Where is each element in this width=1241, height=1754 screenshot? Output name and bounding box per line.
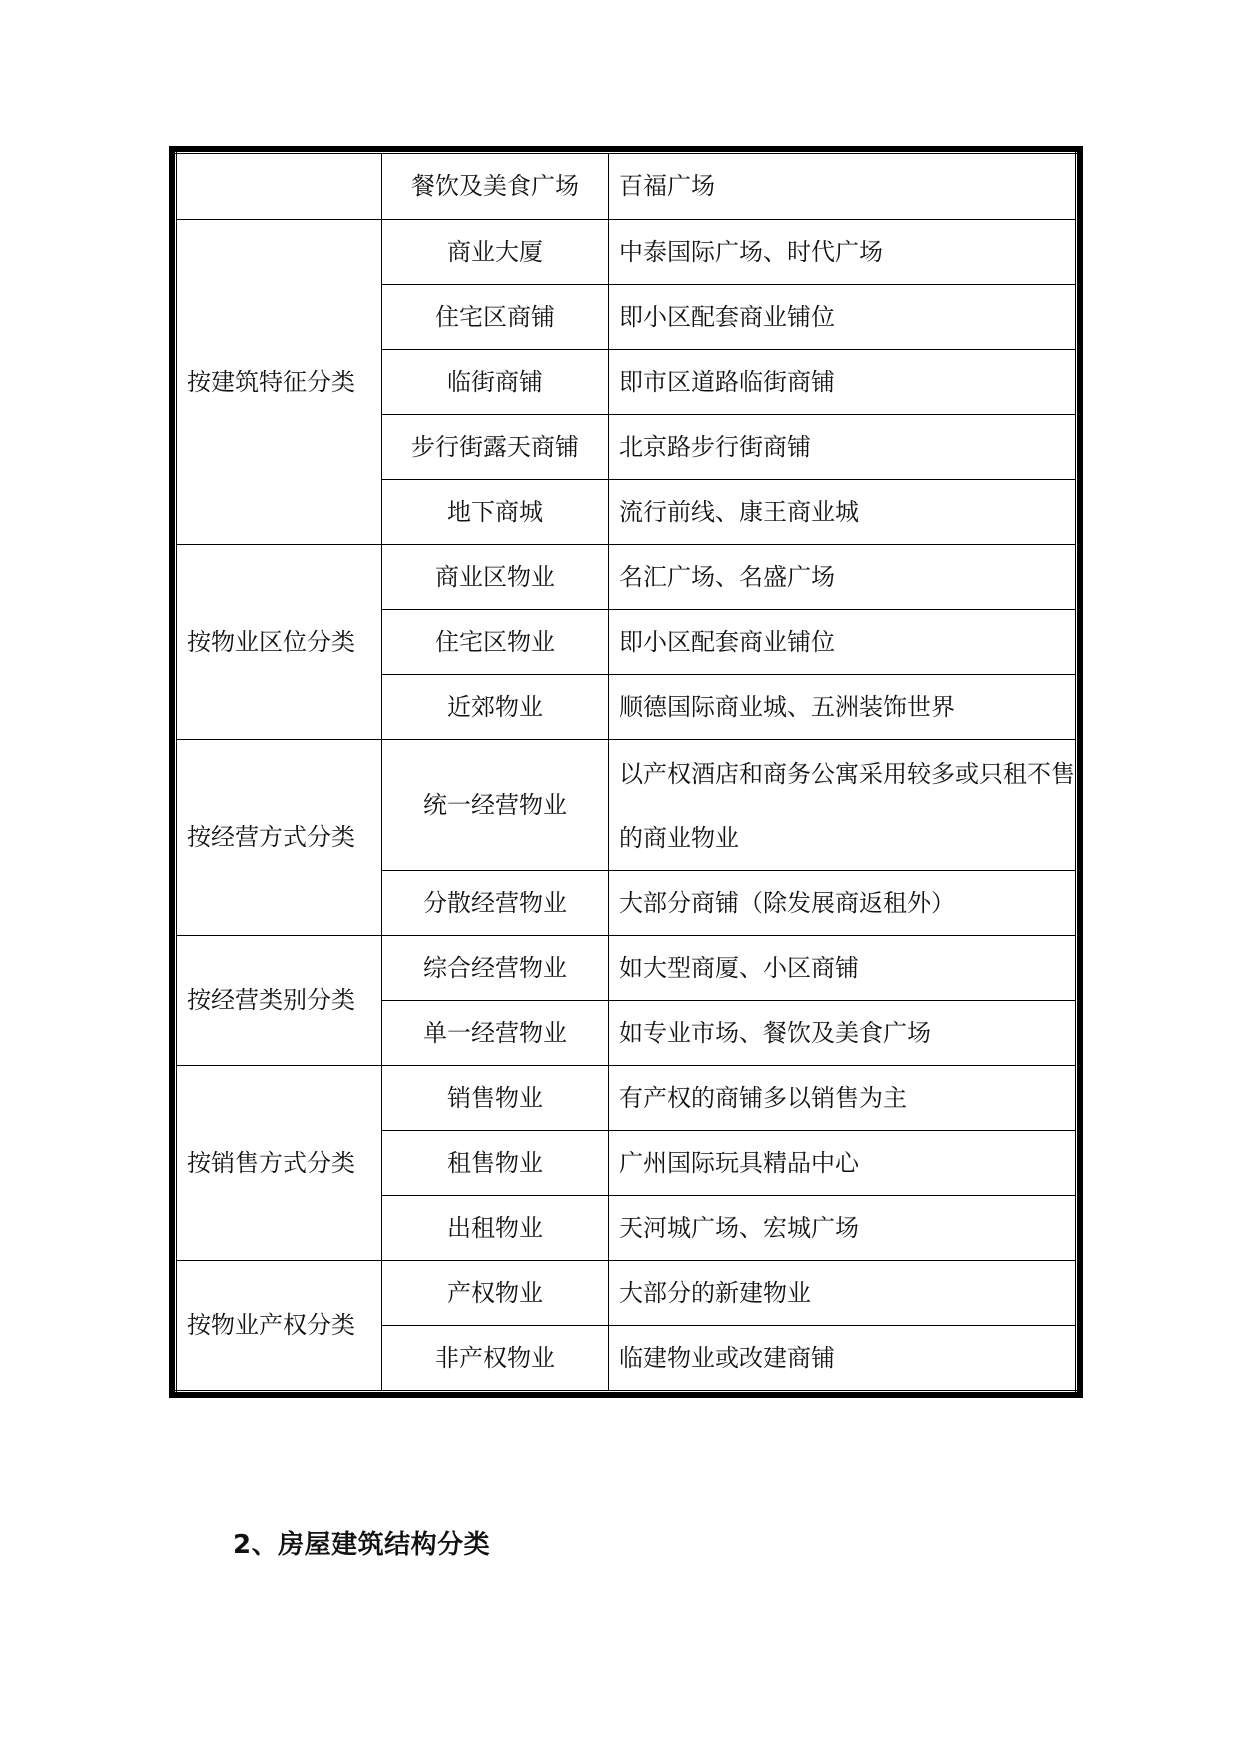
type-cell: 近郊物业	[382, 675, 609, 740]
type-cell: 餐饮及美食广场	[382, 153, 609, 220]
type-cell: 销售物业	[382, 1066, 609, 1131]
example-cell: 流行前线、康王商业城	[609, 480, 1077, 545]
table-row	[176, 1066, 1077, 1131]
example-cell: 以产权酒店和商务公寓采用较多或只租不售的商业物业	[609, 740, 1077, 871]
category-cell	[176, 153, 382, 220]
category-cell: 按销售方式分类	[176, 1066, 382, 1261]
type-cell: 住宅区物业	[382, 610, 609, 675]
type-cell: 非产权物业	[382, 1326, 609, 1392]
type-cell: 住宅区商铺	[382, 285, 609, 350]
table-row	[176, 220, 1077, 285]
example-cell: 广州国际玩具精品中心	[609, 1131, 1077, 1196]
type-cell: 产权物业	[382, 1261, 609, 1326]
table-row	[176, 545, 1077, 610]
type-cell: 步行街露天商铺	[382, 415, 609, 480]
example-cell: 百福广场	[609, 153, 1077, 220]
type-cell: 单一经营物业	[382, 1001, 609, 1066]
type-cell: 商业大厦	[382, 220, 609, 285]
example-cell: 临建物业或改建商铺	[609, 1326, 1077, 1392]
type-cell: 临街商铺	[382, 350, 609, 415]
table-row	[176, 153, 1077, 220]
type-cell: 统一经营物业	[382, 740, 609, 871]
section-heading: 2、房屋建筑结构分类	[233, 1530, 491, 1560]
example-cell: 顺德国际商业城、五洲装饰世界	[609, 675, 1077, 740]
example-cell: 中泰国际广场、时代广场	[609, 220, 1077, 285]
classification-table	[174, 151, 1078, 1393]
type-cell: 租售物业	[382, 1131, 609, 1196]
example-cell: 北京路步行街商铺	[609, 415, 1077, 480]
example-cell: 如专业市场、餐饮及美食广场	[609, 1001, 1077, 1066]
category-cell: 按物业产权分类	[176, 1261, 382, 1392]
example-cell: 即小区配套商业铺位	[609, 610, 1077, 675]
type-cell: 出租物业	[382, 1196, 609, 1261]
example-cell: 即小区配套商业铺位	[609, 285, 1077, 350]
category-cell: 按经营类别分类	[176, 936, 382, 1066]
example-cell: 即市区道路临街商铺	[609, 350, 1077, 415]
category-cell: 按经营方式分类	[176, 740, 382, 936]
example-cell: 有产权的商铺多以销售为主	[609, 1066, 1077, 1131]
example-cell: 天河城广场、宏城广场	[609, 1196, 1077, 1261]
example-cell: 如大型商厦、小区商铺	[609, 936, 1077, 1001]
classification-table-body	[176, 153, 1077, 1392]
category-cell: 按建筑特征分类	[176, 220, 382, 545]
table-row	[176, 1261, 1077, 1326]
example-cell: 名汇广场、名盛广场	[609, 545, 1077, 610]
type-cell: 分散经营物业	[382, 871, 609, 936]
table-row	[176, 936, 1077, 1001]
example-cell: 大部分商铺（除发展商返租外）	[609, 871, 1077, 936]
category-cell: 按物业区位分类	[176, 545, 382, 740]
table-row	[176, 740, 1077, 871]
type-cell: 商业区物业	[382, 545, 609, 610]
type-cell: 综合经营物业	[382, 936, 609, 1001]
example-cell: 大部分的新建物业	[609, 1261, 1077, 1326]
type-cell: 地下商城	[382, 480, 609, 545]
